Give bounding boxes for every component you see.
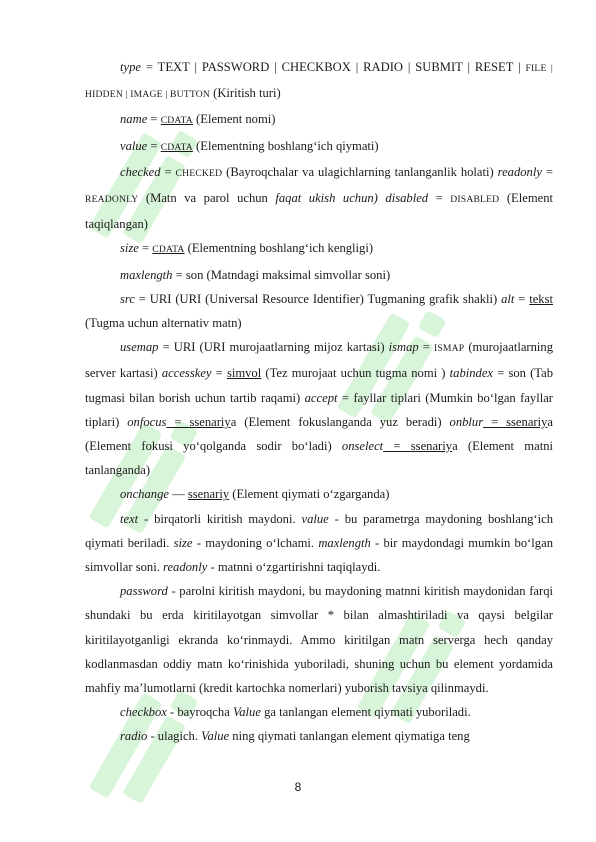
param-name: checked — [120, 164, 161, 179]
text-run: = — [211, 366, 227, 381]
paragraph — [85, 160, 553, 237]
param-name: readonly — [163, 560, 208, 575]
paragraph — [85, 287, 553, 335]
text-run: - birqatorli kiritish maydoni. — [138, 511, 302, 526]
text-run: — — [168, 487, 188, 502]
underlined-run: ssenariy — [187, 487, 230, 502]
param-name: tabindex — [449, 366, 494, 381]
param-name: checkbox — [120, 705, 167, 720]
text-run: = — [147, 138, 161, 153]
text-run: - maydoning o‘lchami. — [192, 535, 319, 550]
text-run: = son (Matndagi maksimal simvollar soni) — [172, 267, 391, 282]
text-run: = fayllar tiplari (Mumkin bo‘lgan fayllar tiplari) — [85, 390, 554, 429]
text-run: (Kiritish turi) — [209, 86, 281, 101]
param-name: onblur — [449, 414, 484, 429]
text-run: (Elementning boshlang‘ich kengligi) — [184, 241, 374, 256]
param-name: size — [120, 241, 139, 256]
smallcaps-run: ISMAP — [433, 343, 465, 355]
text-run: = — [428, 191, 451, 206]
param-name: maxlength — [120, 267, 173, 282]
paragraph — [85, 236, 553, 262]
text-run: (Tugma uchun alternativ matn) — [85, 316, 242, 331]
underlined-run: ssenariy — [410, 439, 453, 454]
text-run: (Bayroqchalar va ulagichlarning tanlanganlik holati) — [222, 164, 498, 179]
paragraph — [85, 700, 553, 724]
param-name: onselect — [341, 439, 384, 454]
underlined-run: tekst — [529, 291, 554, 306]
text-run: a (Element fokuslanganda yuz beradi) — [230, 414, 450, 429]
paragraph — [85, 724, 553, 748]
smallcaps-run: READONLY — [85, 194, 139, 206]
param-name: size — [173, 535, 193, 550]
text-run: = URI (URI murojaatlarning mijoz kartasi) — [158, 340, 389, 355]
paragraph — [85, 107, 553, 133]
underlined-run: simvol — [226, 366, 262, 381]
text-run: (Element taqiqlangan) — [85, 191, 553, 232]
underlined-run: = — [483, 414, 507, 429]
paragraph — [85, 579, 553, 700]
text-run: = — [138, 241, 153, 256]
paragraph — [85, 55, 553, 107]
param-name: ismap — [388, 340, 419, 355]
smallcaps-run: CDATA — [152, 244, 185, 256]
underlined-run: ssenariy — [189, 414, 231, 429]
param-name: type — [120, 60, 141, 74]
text-run: = — [418, 340, 434, 355]
paragraph — [85, 507, 553, 580]
text-run: - matnni o‘zgartirishni taqiqlaydi. — [207, 560, 381, 575]
param-name: src — [120, 291, 135, 306]
param-name: onfocus — [127, 414, 167, 429]
text-run: a (Element matni tanlanganda) — [85, 439, 553, 478]
text-run: (Matn va parol uchun — [138, 191, 276, 206]
text-run: - ulagich. — [147, 729, 202, 744]
underlined-run: = — [383, 439, 411, 454]
text-run: a (Element fokusi yo‘qolganda sodir bo‘ladi) — [85, 414, 553, 454]
param-name: accept — [304, 390, 338, 405]
text-run: (murojaatlarning server kartasi) — [85, 340, 553, 381]
smallcaps-run: CDATA — [160, 115, 193, 127]
italic-run: faqat ukish uchun) disabled — [275, 191, 429, 206]
paragraph — [85, 134, 553, 160]
param-name: accesskey — [161, 366, 212, 381]
param-name: readonly — [497, 164, 542, 179]
text-run: ga tanlangan element qiymati yuboriladi. — [260, 705, 471, 720]
param-name: alt — [501, 291, 515, 306]
underlined-run: ssenariy — [506, 414, 548, 429]
param-name: radio — [120, 729, 148, 744]
smallcaps-run: CDATA — [160, 141, 193, 153]
param-name: text — [120, 511, 139, 526]
page-number: 8 — [294, 780, 302, 794]
param-name: value — [120, 138, 148, 153]
param-name: password — [120, 584, 168, 599]
text-run: ning qiymati tanlangan element qiymatiga teng — [229, 729, 470, 744]
param-name: value — [301, 511, 329, 526]
param-name: maxlength — [318, 535, 371, 550]
text-run: = — [160, 164, 176, 179]
param-name: onchange — [120, 487, 169, 502]
smallcaps-run: FILE | HIDDEN | IMAGE | BUTTON — [85, 63, 553, 101]
text-run: = — [147, 112, 161, 127]
text-run: = son (Tab tugmasi bilan borish uchun tartib raqami) — [85, 366, 554, 405]
smallcaps-run: CHECKED — [175, 167, 223, 179]
text-run: (Elementning boshlang‘ich qiymati) — [192, 138, 379, 153]
text-run: - bir maydondagi mumkin bo‘lgan simvollar soni. — [85, 535, 553, 575]
paragraph — [85, 335, 553, 482]
text-run: (Element nomi) — [192, 112, 276, 127]
param-name: name — [120, 112, 148, 127]
paragraph — [85, 482, 553, 506]
text-run: (Element qiymati o‘zgarganda) — [229, 487, 390, 502]
document-body — [85, 55, 553, 749]
underlined-run: = — [166, 414, 190, 429]
smallcaps-run: DISABLED — [450, 194, 500, 206]
param-name: Value — [232, 705, 261, 720]
param-name: usemap — [120, 340, 159, 355]
text-run: = — [514, 291, 530, 306]
text-run: (Tez murojaat uchun tugma nomi ) — [261, 366, 450, 381]
paragraph — [85, 263, 553, 287]
text-run: - bu parametrga maydoning boshlang‘ich qiymati beriladi. — [85, 511, 553, 550]
text-run: = URI (URI (Universal Resource Identifier) Tugmaning grafik shakli) — [134, 291, 502, 306]
param-name: Value — [201, 729, 230, 744]
text-run: - bayroqcha — [166, 705, 233, 720]
text-run: - parolni kiritish maydoni, bu maydoning matnni kiritish maydonidan farqi shundaki bu erda kiritilayotgan simvollar * bilan almashtiriladi va qaysi belgilar kiritilayotganligi ekranda ko‘rinmaydi. Ammo kiritilgan matn serverga hech qanday kodlanmasdan oddiy matn ko‘rinishida yuboriladi, shuning uchun bu element yordamida mahfiy ma’lumotlarni (kredit kartochka nomerlari) yuborish tavsiya qilinmaydi. — [85, 584, 553, 696]
text-run: = TEXT | PASSWORD | CHECKBOX | RADIO | SUBMIT | RESET | — [140, 60, 526, 74]
text-run: = — [541, 164, 553, 179]
